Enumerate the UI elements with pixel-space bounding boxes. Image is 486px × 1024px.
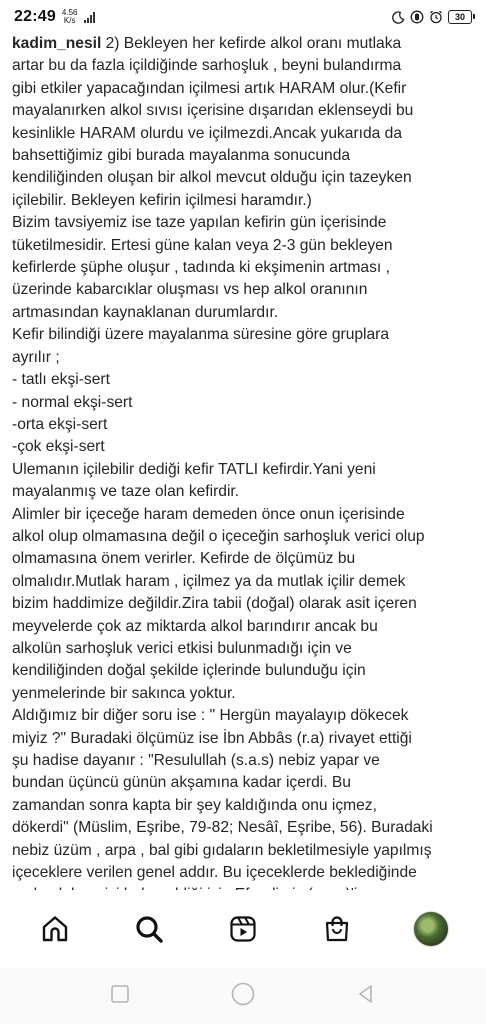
- profile-avatar: [413, 911, 449, 947]
- caption-line: Kefir bilindiği üzere mayalanma süresine göre gruplara: [12, 326, 390, 344]
- home-button[interactable]: [230, 981, 256, 1012]
- alarm-icon: [429, 10, 443, 24]
- network-speed-value: 4.56: [61, 8, 78, 17]
- signal-icon: [84, 12, 95, 23]
- caption-line: -orta ekşi-sert: [12, 415, 108, 433]
- home-icon: [40, 914, 70, 944]
- caption-line: nebiz üzüm , arpa , bal gibi gıdaların bekletilmesiyle yapılmış: [12, 841, 432, 859]
- caption-line: bahsettiğimiz gibi burada mayalanma sonucunda: [12, 147, 351, 165]
- battery-icon: [448, 10, 472, 24]
- back-button[interactable]: [355, 983, 377, 1010]
- caption-line: mayalanmış ve taze olan kefirdir.: [12, 483, 240, 501]
- reels-tab[interactable]: [220, 906, 266, 952]
- caption-line: - normal ekşi-sert: [12, 393, 133, 411]
- caption-line: içeceklere verilen genel addır. Bu içeceklerde beklediğinde: [12, 864, 417, 882]
- caption-line: şu hadise dayanır : "Resulullah (s.a.s) nebiz yapar ve: [12, 752, 380, 769]
- caption-line: ayrılır ;: [12, 348, 60, 366]
- network-speed: [62, 9, 78, 25]
- caption-line: Alimler bir içeceğe haram demeden önce onun içerisinde: [12, 505, 405, 523]
- caption-first-line: [12, 33, 474, 55]
- caption-line: zamandan sonra kapta bir şey kaldığında onu içmez,: [12, 796, 377, 814]
- caption-line: bundan üçüncü günün akşamına kadar içerdi. Bu: [12, 774, 351, 792]
- caption-line: kendiliğinden oluşan bir alkol mevcut olduğu için tazeyken: [12, 169, 412, 187]
- username-link[interactable]: kadim_nesil: [12, 35, 102, 52]
- caption-line: mayalanırken alkol sıvısı içerisine dışarıdan eklenseydi bu: [12, 102, 414, 120]
- caption-line: Bizim tavsiyemiz ise taze yapılan kefirin gün içerisinde: [12, 214, 387, 232]
- caption-line: 2) Bekleyen her kefirde alkol oranı mutlaka: [101, 35, 402, 52]
- back-icon: [355, 983, 377, 1005]
- caption-line: üzerinde kabarcıklar oluşması vs hep alkol oranının: [12, 281, 368, 299]
- search-tab[interactable]: [126, 906, 172, 952]
- caption-line: -çok ekşi-sert: [12, 438, 105, 456]
- caption-line: Ulemanın içilebilir dediği kefir TATLI kefirdir.Yani yeni: [12, 460, 376, 478]
- caption-line: olmalıdır.Mutlak haram , içilmez ya da mutlak içilir demek: [12, 572, 406, 590]
- caption-line: artar bu da fazla içildiğinde sarhoşluk , beyni bulandırma: [12, 57, 402, 75]
- status-bar: [0, 0, 486, 34]
- caption-line: meyvelerde çok az miktarda alkol barındırır ancak bu: [12, 617, 378, 635]
- status-right: [391, 10, 472, 24]
- search-icon: [134, 914, 164, 944]
- caption-line: içilebilir. Bekleyen kefirin içilmesi haramdır.): [12, 191, 312, 209]
- status-time: 22:49: [14, 8, 56, 25]
- caption-line: dökerdi" (Müslim, Eşribe, 79-82; Nesâî, Eşribe, 56). Buradaki: [12, 819, 433, 837]
- moon-icon: [391, 10, 405, 24]
- caption-line: miyiz ?" Buradaki ölçümüz ise İbn Abbâs (r.a) rivayet ettiği: [12, 729, 412, 747]
- battery-level: 30: [454, 12, 465, 22]
- caption-line: bizim haddimize değildir.Zira tabii (doğal) olarak asit içeren: [12, 595, 417, 613]
- caption-line: kefirlerde şüphe oluşur , tadında ki ekşimenin artması ,: [12, 259, 390, 277]
- post-caption: [12, 33, 474, 890]
- recents-icon: [109, 983, 131, 1005]
- shop-icon: [322, 914, 352, 944]
- caption-line: alkol olup olmamasına değil o içeceğin sarhoşluk verici olup: [12, 527, 425, 545]
- system-nav: [0, 968, 486, 1024]
- shop-tab[interactable]: [314, 906, 360, 952]
- caption-line: - tatlı ekşi-sert: [12, 371, 110, 389]
- caption-line: olmamasına önem verirler. Kefirde de ölçümüz bu: [12, 550, 356, 568]
- reels-icon: [228, 914, 258, 944]
- caption-line: alkolün sarhoşluk verici etkisi bulunmadığı için ve: [12, 639, 352, 657]
- caption-line: Aldığımız bir diğer soru ise : " Hergün mayalayıp dökecek: [12, 707, 409, 725]
- bottom-nav: [0, 890, 486, 968]
- home-circle-icon: [230, 981, 256, 1007]
- status-left: [14, 8, 95, 26]
- caption-line: gibi etkiler yapacağından içilmesi artık HARAM olur.(Kefir: [12, 79, 407, 97]
- recents-button[interactable]: [109, 983, 131, 1010]
- caption-line: tüketilmesidir. Ertesi güne kalan veya 2-3 gün bekleyen: [12, 236, 393, 254]
- data-saver-icon: [410, 10, 424, 24]
- caption-line: artmasından kaynaklanan durumlardır.: [12, 303, 279, 321]
- caption-line: kesinlikle HARAM olurdu ve içilmezdi.Ancak yukarıda da: [12, 124, 403, 142]
- caption-line: kendiliğinden doğal şekilde içlerinde bulunduğu için: [12, 662, 366, 680]
- network-speed-unit: K/s: [63, 16, 76, 25]
- home-tab[interactable]: [32, 906, 78, 952]
- caption-line: yenmelerinde bir sakınca yoktur.: [12, 684, 236, 702]
- profile-tab[interactable]: [408, 906, 454, 952]
